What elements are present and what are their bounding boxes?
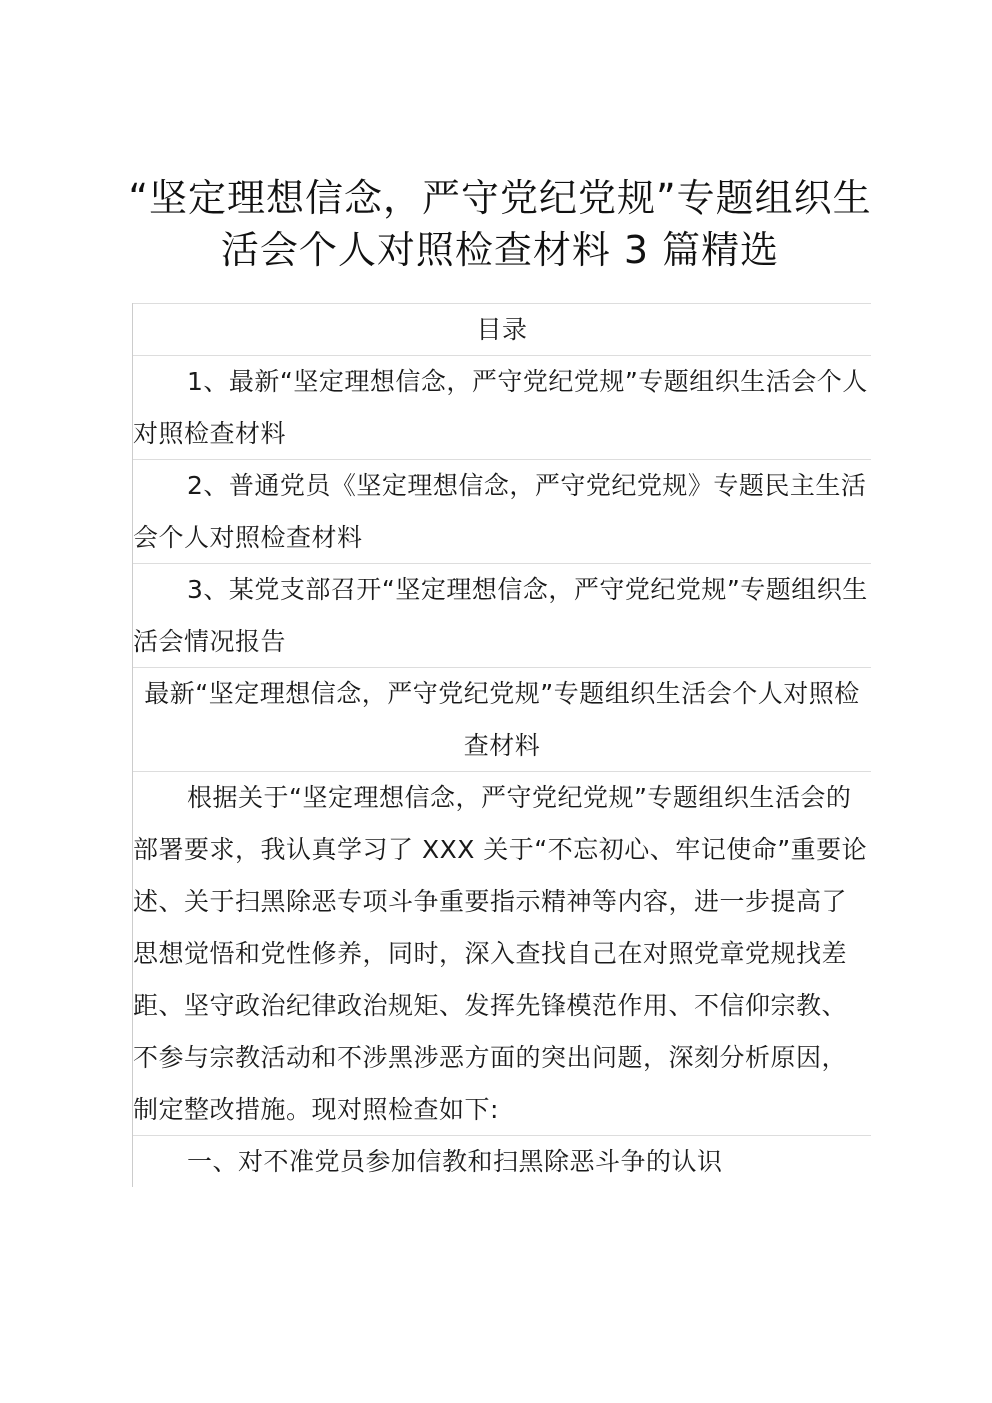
toc-item-1: 1、最新“坚定理想信念，严守党纪党规”专题组织生活会个人对照检查材料 (133, 367, 868, 448)
section-title-row (133, 667, 871, 771)
toc-heading: 目录 (476, 315, 528, 344)
toc-item-2-row (133, 459, 871, 563)
section-title: 最新“坚定理想信念，严守党纪党规”专题组织生活会个人对照检查材料 (144, 679, 860, 760)
document-title: “坚定理想信念，严守党纪党规”专题组织生活会个人对照检查材料 3 篇精选 (128, 176, 872, 272)
body-paragraph-row (133, 771, 871, 1135)
subheading-1: 一、对不准党员参加信教和扫黑除恶斗争的认识 (187, 1147, 723, 1176)
toc-item-3: 3、某党支部召开“坚定理想信念，严守党纪党规”专题组织生活会情况报告 (133, 575, 868, 656)
toc-heading-row (133, 303, 871, 355)
toc-item-3-row (133, 563, 871, 667)
toc-item-1-row (133, 355, 871, 459)
toc-item-2: 2、普通党员《坚定理想信念，严守党纪党规》专题民主生活会个人对照检查材料 (133, 471, 867, 552)
subheading-row (133, 1135, 871, 1187)
document-table (132, 303, 871, 1187)
body-paragraph: 根据关于“坚定理想信念，严守党纪党规”专题组织生活会的部署要求，我认真学习了 XXX 关于“不忘初心、牢记使命”重要论述、关于扫黑除恶专项斗争重要指示精神等内容，进一步提高了思想觉悟和党性修养，同时，深入查找自己在对照党章党规找差距、坚守政治纪律政治规矩、发挥先锋模范作用、不信仰宗教、不参与宗教活动和不涉黑涉恶方面的突出问题，深刻分析原因，制定整改措施。现对照检查如下: (133, 783, 868, 1124)
